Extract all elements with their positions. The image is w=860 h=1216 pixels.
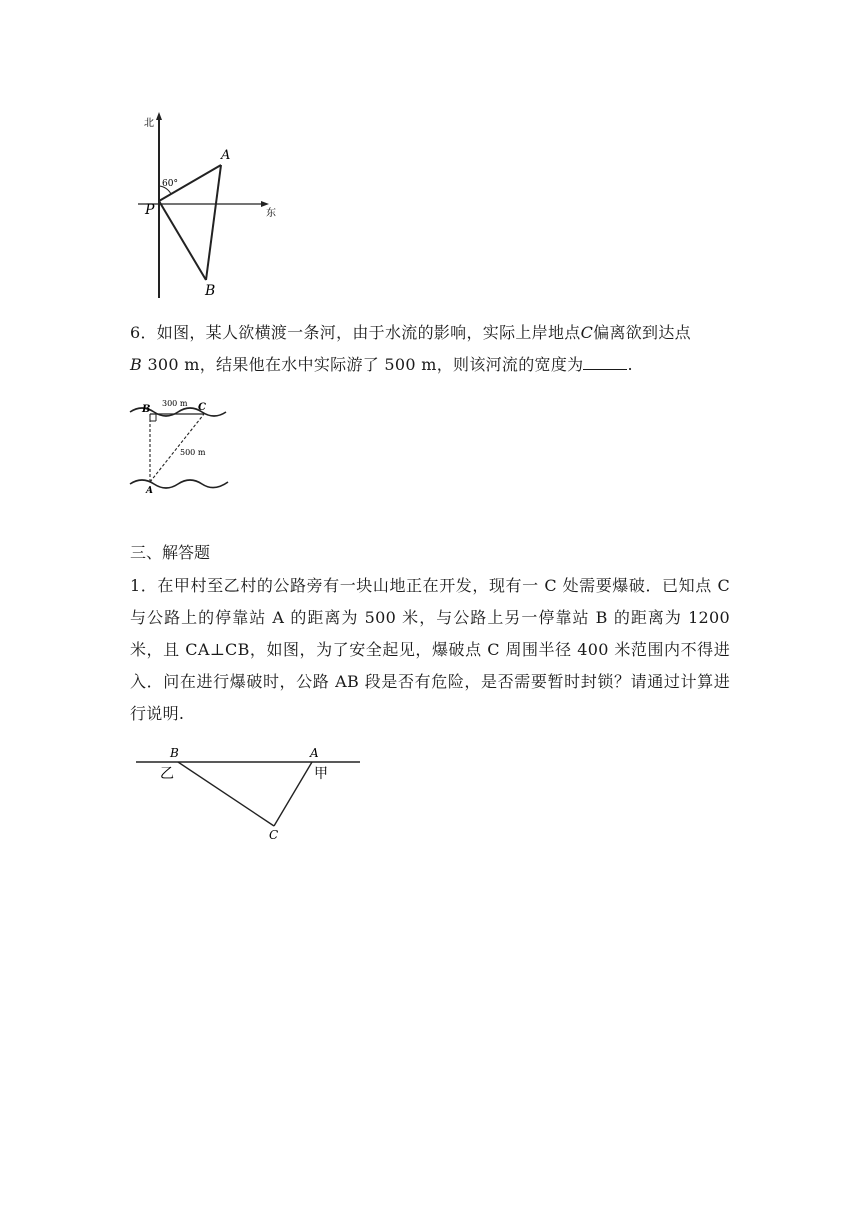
variable-C: C [580,323,594,342]
point-A-label: A [146,486,153,496]
river-crossing-figure [128,396,234,496]
point-A-label: A [221,148,231,163]
question-1 [130,570,730,730]
section-heading: 三、解答题 [130,543,211,562]
point-B-label: B [142,404,151,415]
point-B-label: B [205,283,216,299]
north-label: 北 [144,118,154,129]
question-text-end: . [627,355,633,374]
point-C-label: C [198,402,206,413]
village-jia-label: 甲 [314,766,328,782]
east-label: 东 [266,208,276,219]
point-A-label: A [310,746,319,760]
point-B-label: B [170,746,179,760]
question-6 [130,317,730,381]
distance-bc-label: 300 m [162,399,188,408]
answer-blank[interactable] [583,355,627,370]
question-text-part: 如图，某人欲横渡一条河，由于水流的影响，实际上岸地点 [156,323,581,342]
question-number: 1． [130,576,158,595]
question-number: 6． [130,323,157,342]
compass-triangle-figure [128,110,288,310]
angle-label: 60° [162,179,178,189]
village-yi-label: 乙 [160,766,174,782]
distance-ac-label: 500 m [180,448,206,457]
point-P-label: P [145,202,155,218]
question-text-part: 偏离欲到达点 [593,323,691,342]
point-C-label: C [269,828,279,842]
question-text-part: 300 m，结果他在水中实际游了 500 m，则该河流的宽度为 [142,355,584,374]
question-text: 在甲村至乙村的公路旁有一块山地正在开发，现有一 C 处需要爆破．已知点 C 与公路上的停靠站 A 的距离为 500 米，与公路上另一停靠站 B 的距离为 1200 米，且 CA⊥CB，如图，为了安全起见，爆破点 C 周围半径 400 米范围内不得进入．问在进行爆破时，公路 AB 段是否有危险，是否需要暂时封锁？请通过计算进行说明. [130,576,731,723]
variable-B: B [130,355,143,374]
road-triangle-figure [130,742,366,844]
